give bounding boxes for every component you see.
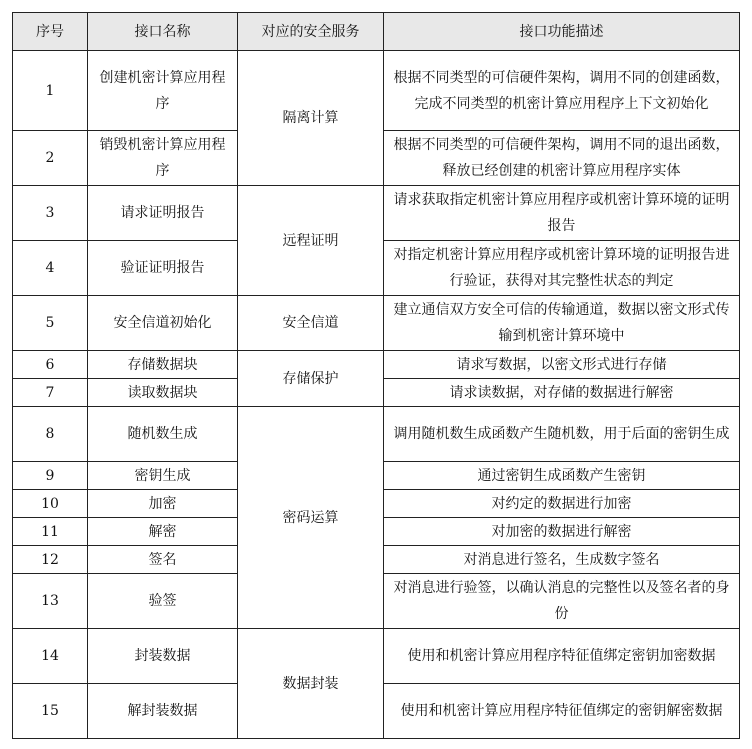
row-description: 使用和机密计算应用程序特征值绑定的密钥解密数据 xyxy=(384,684,740,739)
row-interface-name: 封装数据 xyxy=(88,629,238,684)
row-description: 对加密的数据进行解密 xyxy=(384,518,740,546)
interface-table xyxy=(12,12,740,739)
row-description: 对消息进行验签，以确认消息的完整性以及签名者的身份 xyxy=(384,574,740,629)
row-index: 6 xyxy=(13,351,88,379)
row-interface-name: 验签 xyxy=(88,574,238,629)
row-description: 对约定的数据进行加密 xyxy=(384,490,740,518)
row-index: 7 xyxy=(13,379,88,407)
header-security-service: 对应的安全服务 xyxy=(238,13,384,51)
row-index: 2 xyxy=(13,131,88,186)
row-description: 对消息进行签名，生成数字签名 xyxy=(384,546,740,574)
row-description: 使用和机密计算应用程序特征值绑定密钥加密数据 xyxy=(384,629,740,684)
row-interface-name: 签名 xyxy=(88,546,238,574)
row-description: 请求读数据，对存储的数据进行解密 xyxy=(384,379,740,407)
row-interface-name: 创建机密计算应用程序 xyxy=(88,51,238,131)
row-security-service: 密码运算 xyxy=(238,407,384,629)
row-description: 调用随机数生成函数产生随机数，用于后面的密钥生成 xyxy=(384,407,740,462)
row-index: 8 xyxy=(13,407,88,462)
row-interface-name: 读取数据块 xyxy=(88,379,238,407)
row-description: 根据不同类型的可信硬件架构，调用不同的退出函数，释放已经创建的机密计算应用程序实体 xyxy=(384,131,740,186)
row-interface-name: 随机数生成 xyxy=(88,407,238,462)
table-header-row xyxy=(13,13,740,51)
row-interface-name: 解密 xyxy=(88,518,238,546)
row-interface-name: 安全信道初始化 xyxy=(88,296,238,351)
row-interface-name: 销毁机密计算应用程序 xyxy=(88,131,238,186)
row-security-service: 存储保护 xyxy=(238,351,384,407)
row-index: 15 xyxy=(13,684,88,739)
row-index: 14 xyxy=(13,629,88,684)
row-interface-name: 请求证明报告 xyxy=(88,186,238,241)
row-interface-name: 存储数据块 xyxy=(88,351,238,379)
row-security-service: 数据封装 xyxy=(238,629,384,739)
row-index: 5 xyxy=(13,296,88,351)
row-index: 4 xyxy=(13,241,88,296)
header-function-description: 接口功能描述 xyxy=(384,13,740,51)
row-index: 9 xyxy=(13,462,88,490)
row-description: 建立通信双方安全可信的传输通道，数据以密文形式传输到机密计算环境中 xyxy=(384,296,740,351)
row-index: 10 xyxy=(13,490,88,518)
header-interface-name: 接口名称 xyxy=(88,13,238,51)
table-row xyxy=(13,351,740,379)
row-description: 根据不同类型的可信硬件架构，调用不同的创建函数，完成不同类型的机密计算应用程序上下文初始化 xyxy=(384,51,740,131)
row-interface-name: 密钥生成 xyxy=(88,462,238,490)
row-index: 13 xyxy=(13,574,88,629)
row-security-service: 安全信道 xyxy=(238,296,384,351)
table-row xyxy=(13,51,740,131)
table-row xyxy=(13,407,740,462)
row-interface-name: 验证证明报告 xyxy=(88,241,238,296)
row-index: 11 xyxy=(13,518,88,546)
row-interface-name: 解封装数据 xyxy=(88,684,238,739)
row-index: 3 xyxy=(13,186,88,241)
header-index: 序号 xyxy=(13,13,88,51)
row-security-service: 远程证明 xyxy=(238,186,384,296)
row-index: 12 xyxy=(13,546,88,574)
row-description: 通过密钥生成函数产生密钥 xyxy=(384,462,740,490)
row-description: 请求获取指定机密计算应用程序或机密计算环境的证明报告 xyxy=(384,186,740,241)
row-index: 1 xyxy=(13,51,88,131)
row-description: 请求写数据，以密文形式进行存储 xyxy=(384,351,740,379)
row-description: 对指定机密计算应用程序或机密计算环境的证明报告进行验证，获得对其完整性状态的判定 xyxy=(384,241,740,296)
row-interface-name: 加密 xyxy=(88,490,238,518)
table-row xyxy=(13,629,740,684)
row-security-service: 隔离计算 xyxy=(238,51,384,186)
table-row xyxy=(13,186,740,241)
table-row xyxy=(13,296,740,351)
